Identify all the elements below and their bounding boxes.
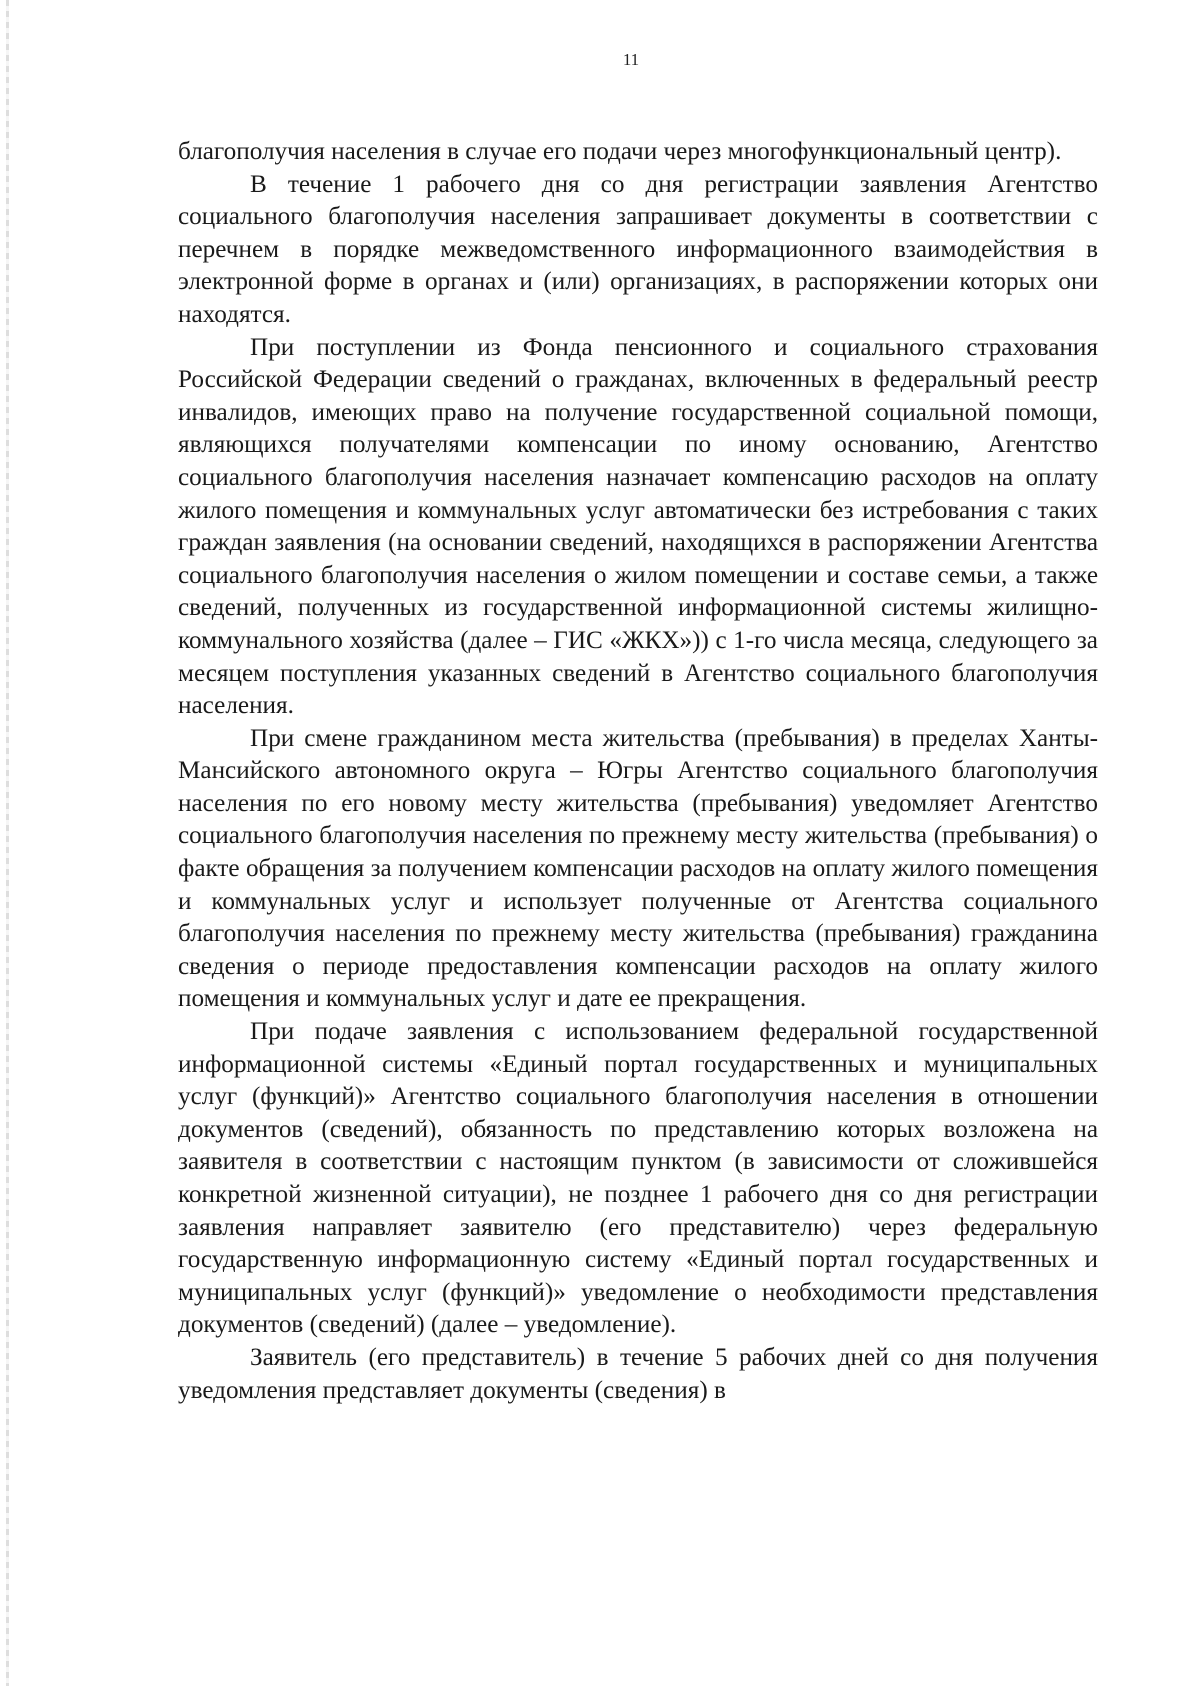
paragraph-automatic-assignment: При поступлении из Фонда пенсионного и социального страхования Российской Федерации сведений о гражданах, включенных в федеральный реестр инвалидов, имеющих право на получение государственной социальной помощи, являющихся получателями компенсации по иному основанию, Агентство социального благополучия населения назначает компенсацию расходов на оплату жилого помещения и коммунальных услуг автоматически без истребования с таких граждан заявления (на основании сведений, находящихся в распоряжении Агентства социального благополучия населения о жилом помещении и составе семьи, а также сведений, полученных из государственной информационной системы жилищно-коммунального хозяйства (далее – ГИС «ЖКХ»)) с 1-го числа месяца, следующего за месяцем поступления указанных сведений в Агентство социального благополучия населения. xyxy=(178,333,1098,720)
paragraph-change-of-residence: При смене гражданином места жительства (пребывания) в пределах Ханты-Мансийского автономного округа – Югры Агентство социального благополучия населения по его новому месту жительства (пребывания) уведомляет Агентство социального благополучия населения по прежнему месту жительства (пребывания) о факте обращения за получением компенсации расходов на оплату жилого помещения и коммунальных услуг и использует полученные от Агентства социального благополучия населения по прежнему месту жительства (пребывания) гражданина сведения о периоде предоставления компенсации расходов на оплату жилого помещения и коммунальных услуг и дате ее прекращения. xyxy=(178,724,1098,1013)
page-number: 11 xyxy=(622,50,640,69)
scan-edge-artifact xyxy=(6,0,9,1686)
paragraph-interagency-request: В течение 1 рабочего дня со дня регистрации заявления Агентство социального благополучия населения запрашивает документы в соответствии с перечнем в порядке межведомственного информационного взаимодействия в электронной форме в органах и (или) организациях, в распоряжении которых они находятся. xyxy=(178,170,1098,328)
paragraph-continuation: благополучия населения в случае его подачи через многофункциональный центр). xyxy=(178,138,1062,165)
document-body xyxy=(178,136,1098,1407)
paragraph-applicant-submission: Заявитель (его представитель) в течение 5 рабочих дней со дня получения уведомления представляет документы (сведения) в xyxy=(178,1343,1098,1404)
paragraph-portal-application: При подаче заявления с использованием федеральной государственной информационной системы «Единый портал государственных и муниципальных услуг (функций)» Агентство социального благополучия населения в отношении документов (сведений), обязанность по представлению которых возложена на заявителя в соответствии с настоящим пунктом (в зависимости от сложившейся конкретной жизненной ситуации), не позднее 1 рабочего дня со дня регистрации заявления направляет заявителю (его представителю) через федеральную государственную информационную систему «Единый портал государственных и муниципальных услуг (функций)» уведомление о необходимости представления документов (сведений) (далее – уведомление). xyxy=(178,1018,1098,1339)
